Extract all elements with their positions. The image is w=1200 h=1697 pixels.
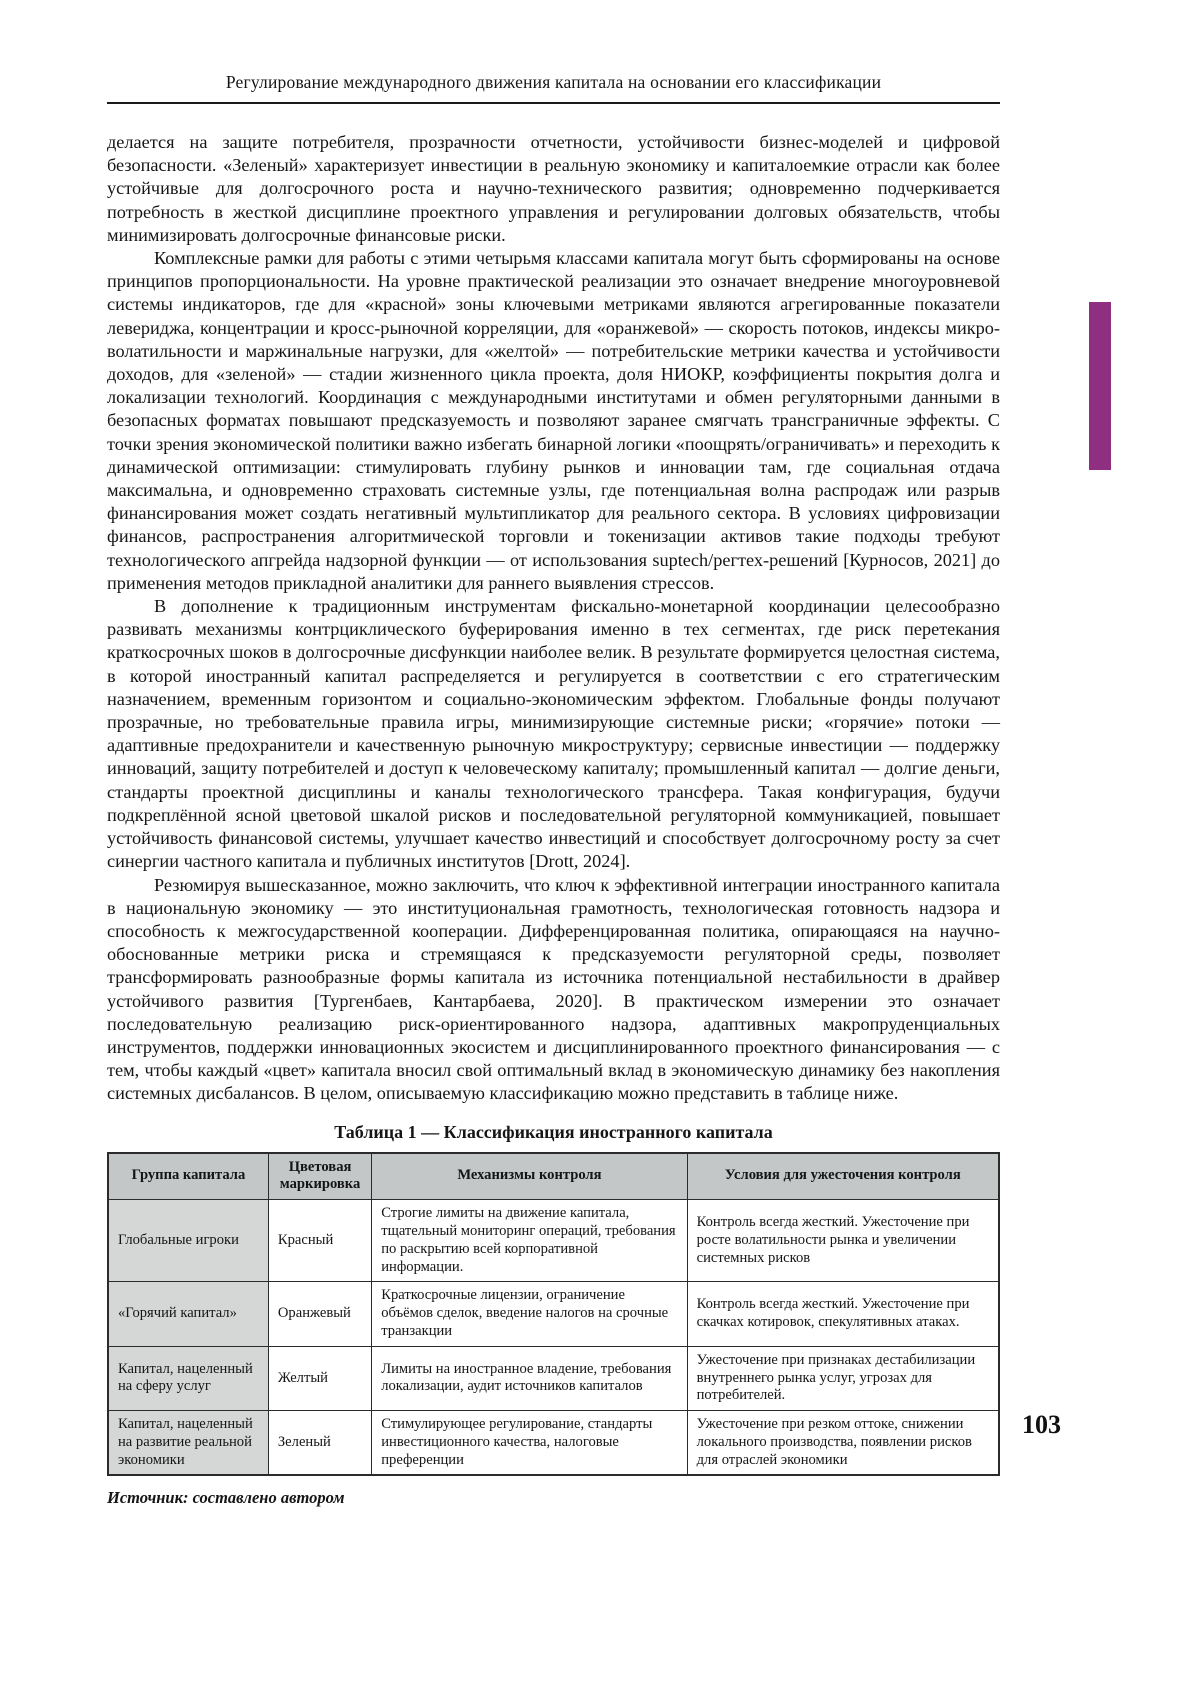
mechanisms-cell: Строгие лимиты на движение капитала, тщательный мониторинг операций, требования по раскрытию всей корпоративной информации. — [372, 1200, 687, 1282]
edge-tab — [1089, 302, 1111, 470]
header-cell-color: Цветовая маркировка — [268, 1153, 371, 1200]
paragraph-1: делается на защите потребителя, прозрачности отчетности, устойчивости бизнес-моделей и цифровой безопасности. «Зеленый» характеризует инвестиции в реальную экономику и капиталоемкие отрасли как более устойчивые для долгосрочного роста и научно-технического развития; одновременно подчеркивается потребность в жесткой дисциплине проектного управления и регулировании долговых обязательств, чтобы минимизировать долгосрочные финансовые риски. — [107, 132, 1000, 245]
group-cell: Капитал, нацеленный на развитие реальной экономики — [108, 1411, 268, 1476]
paragraph-4: Резюмируя вышесказанное, можно заключить, что ключ к эффективной интеграции иностранного капитала в национальную экономику — это институциональная грамотность, технологическая готовность надзора и способность к межгосударственной кооперации. Дифференцированная политика, опирающаяся на научно-обоснованные метрики риска и стремящаяся к предсказуемости регуляторной среды, позволяет трансформировать разнообразные формы капитала из источника потенциальной нестабильности в драйвер устойчивого развития [Тургенбаев, Кантарбаева, 2020]. В практическом измерении это означает последовательную реализацию риск-ориентированного надзора, адаптивных макропруденциальных инструментов, поддержки инновационных экосистем и дисциплинированного проектного финансирования — с тем, чтобы каждый «цвет» капитала вносил свой оптимальный вклад в экономическую динамику без накопления системных дисбалансов. В целом, описываемую классификацию можно представить в таблице ниже. — [107, 874, 1000, 1104]
color-cell: Оранжевый — [268, 1282, 371, 1346]
table-row — [108, 1200, 999, 1282]
table-caption: Таблица 1 — Классификация иностранного капитала — [334, 1121, 773, 1142]
conditions-cell: Контроль всегда жесткий. Ужесточение при росте волатильности рынка и увеличении системных рисков — [687, 1200, 999, 1282]
paragraph-2: Комплексные рамки для работы с этими четырьмя классами капитала могут быть сформированы на основе принципов пропорциональности. На уровне практической реализации это означает внедрение многоуровневой системы индикаторов, где для «красной» зоны ключевыми метриками являются агрегированные показатели левериджа, концентрации и кросс-рыночной корреляции, для «оранжевой» — скорость потоков, индексы микро-волатильности и маржинальные нагрузки, для «желтой» — потребительские метрики качества и устойчивости доходов, для «зеленой» — стадии жизненного цикла проекта, доля НИОКР, коэффициенты покрытия долга и локализации технологий. Координация с международными институтами и обмен регуляторными данными в безопасных форматах повышают предсказуемость и позволяют заранее смягчать трансграничные эффекты. С точки зрения экономической политики важно избегать бинарной логики «поощрять/ограничивать» и переходить к динамической оптимизации: стимулировать глубину рынков и инновации там, где социальная отдача максимальна, и одновременно страховать системные узлы, где потенциальная волна распродаж или разрыв финансирования может создать негативный мультипликатор для реального сектора. В условиях цифровизации финансов, распространения алгоритмической торговли и токенизации активов такие подходы требуют технологического апгрейда надзорной функции — от использования suptech/регтех-решений [Курносов, 2021] до применения методов прикладной аналитики для раннего выявления стрессов. — [107, 248, 1000, 593]
header-cell-mechanisms: Механизмы контроля — [372, 1153, 687, 1200]
header-cell-conditions: Условия для ужесточения контроля — [687, 1153, 999, 1200]
header-divider — [107, 102, 1000, 104]
source-note: Источник: составлено автором — [107, 1488, 345, 1508]
capital-classification-table — [107, 1152, 1000, 1477]
group-cell: Капитал, нацеленный на сферу услуг — [108, 1346, 268, 1410]
article-body — [107, 131, 1000, 1106]
table-row — [108, 1346, 999, 1410]
group-cell: «Горячий капитал» — [108, 1282, 268, 1346]
running-head: Регулирование международного движения капитала на основании его классификации — [225, 72, 882, 92]
content-column — [107, 0, 1000, 1508]
group-cell: Глобальные игроки — [108, 1200, 268, 1282]
color-cell: Красный — [268, 1200, 371, 1282]
page-number: 103 — [1022, 1410, 1061, 1439]
conditions-cell: Ужесточение при признаках дестабилизации внутреннего рынка услуг, угрозах для потребителей. — [687, 1346, 999, 1410]
conditions-cell: Ужесточение при резком оттоке, снижении локального производства, появлении рисков для отраслей экономики — [687, 1411, 999, 1476]
table-row — [108, 1282, 999, 1346]
conditions-cell: Контроль всегда жесткий. Ужесточение при скачках котировок, спекулятивных атаках. — [687, 1282, 999, 1346]
header-cell-group: Группа капитала — [108, 1153, 268, 1200]
paragraph-3: В дополнение к традиционным инструментам фискально-монетарной координации целесообразно развивать механизмы контрциклического буферирования именно в тех сегментах, где риск перетекания краткосрочных шоков в долгосрочные дисфункции наиболее велик. В результате формируется целостная система, в которой иностранный капитал распределяется и регулируется в соответствии с его стратегическим назначением, временным горизонтом и социально-экономическим эффектом. Глобальные фонды получают прозрачные, но требовательные правила игры, минимизирующие системные риски; «горячие» потоки — адаптивные предохранители и качественную рыночную микроструктуру; сервисные инвестиции — поддержку инноваций, защиту потребителей и доступ к человеческому капиталу; промышленный капитал — долгие деньги, стандарты проектной дисциплины и каналы технологического трансфера. Такая конфигурация, будучи подкреплённой ясной цветовой шкалой рисков и последовательной регуляторной коммуникацией, повышает устойчивость финансовой системы, улучшает качество инвестиций и способствует долгосрочному росту за счет синергии частного капитала и публичных институтов [Drott, 2024]. — [107, 596, 1000, 872]
color-cell: Зеленый — [268, 1411, 371, 1476]
table-row — [108, 1411, 999, 1476]
mechanisms-cell: Лимиты на иностранное владение, требования локализации, аудит источников капиталов — [372, 1346, 687, 1410]
mechanisms-cell: Краткосрочные лицензии, ограничение объёмов сделок, введение налогов на срочные транзакции — [372, 1282, 687, 1346]
color-cell: Желтый — [268, 1346, 371, 1410]
table-header-row — [108, 1153, 999, 1200]
mechanisms-cell: Стимулирующее регулирование, стандарты инвестиционного качества, налоговые преференции — [372, 1411, 687, 1476]
